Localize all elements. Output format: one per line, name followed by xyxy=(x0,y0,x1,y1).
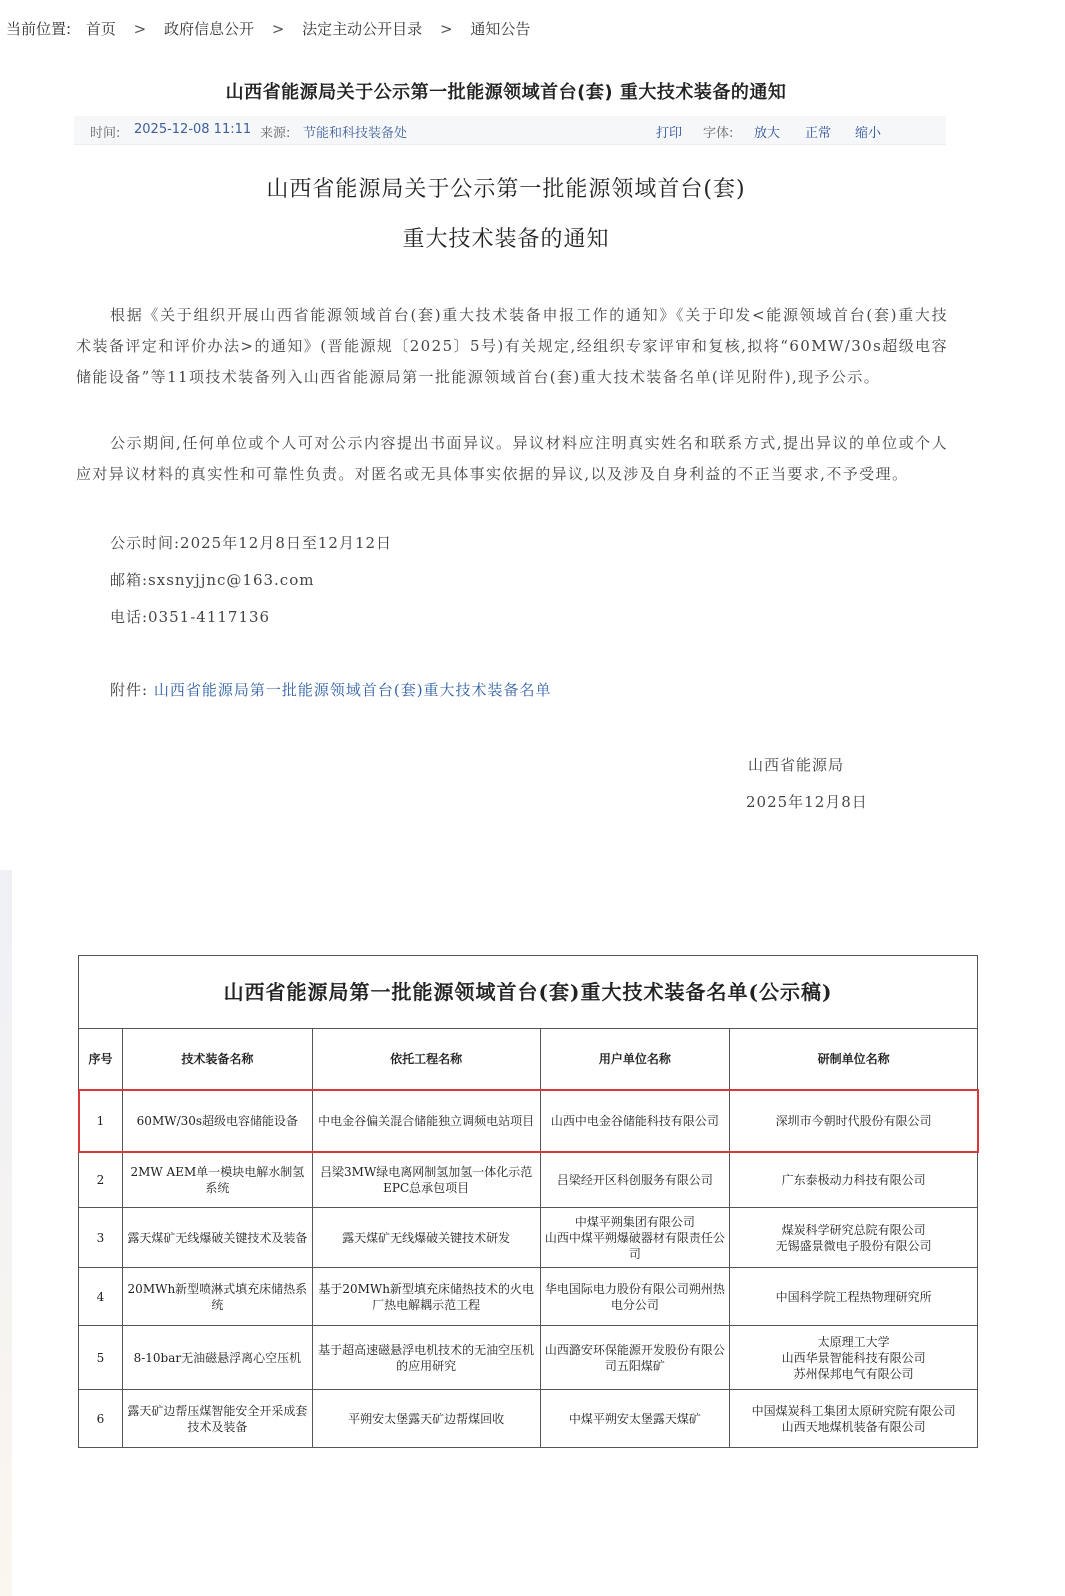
breadcrumb-separator: > xyxy=(439,20,453,38)
contact-email: 邮箱:sxsnyjjnc@163.com xyxy=(110,571,315,589)
time-value: 2025-12-08 11:11 xyxy=(134,122,252,137)
article-panel xyxy=(6,58,1006,870)
breadcrumb xyxy=(6,18,530,40)
cell-developer: 煤炭科学研究总院有限公司 无锡盛景微电子股份有限公司 xyxy=(730,1208,978,1268)
time-label: 时间: xyxy=(90,126,121,141)
column-header-equipment: 技术装备名称 xyxy=(122,1029,312,1090)
breadcrumb-home-link[interactable]: 首页 xyxy=(85,20,116,38)
doc-title-line1: 山西省能源局关于公示第一批能源领域首台(套) xyxy=(266,177,746,202)
article-headline: 山西省能源局关于公示第一批能源领域首台(套) 重大技术装备的通知 xyxy=(225,82,787,103)
table-header-row xyxy=(79,1029,978,1090)
cell-developer: 中国煤炭科工集团太原研究院有限公司 山西天地煤机装备有限公司 xyxy=(730,1390,978,1448)
cell-project: 基于超高速磁悬浮电机技术的无油空压机的应用研究 xyxy=(312,1326,540,1390)
table-caption: 山西省能源局第一批能源领域首台(套)重大技术装备名单(公示稿) xyxy=(79,956,978,1029)
cell-index: 3 xyxy=(79,1208,123,1268)
breadcrumb-prefix: 当前位置: xyxy=(6,20,72,38)
cell-user-unit: 吕梁经开区科创服务有限公司 xyxy=(540,1152,730,1208)
breadcrumb-separator: > xyxy=(133,20,147,38)
equipment-list-table xyxy=(78,955,978,1448)
column-header-project: 依托工程名称 xyxy=(312,1029,540,1090)
column-header-developer: 研制单位名称 xyxy=(730,1029,978,1090)
cell-index: 1 xyxy=(79,1090,123,1152)
cell-developer: 中国科学院工程热物理研究所 xyxy=(730,1268,978,1326)
cell-user-unit: 华电国际电力股份有限公司朔州热电分公司 xyxy=(540,1268,730,1326)
body-paragraph-1: 根据《关于组织开展山西省能源领域首台(套)重大技术装备申报工作的通知》《关于印发<能源领域首台(套)重大技术装备评定和评价办法>的通知》(晋能源规〔2025〕5号)有关规定,经组织专家评审和复核,拟将“60MW/30s超级电容储能设备”等11项技术装备列入山西省能源局第一批能源领域首台(套)重大技术装备名单(详见附件),现予公示。 xyxy=(76,306,948,386)
breadcrumb-gov-info-link[interactable]: 政府信息公开 xyxy=(164,20,255,38)
cell-user-unit: 山西潞安环保能源开发股份有限公司五阳煤矿 xyxy=(540,1326,730,1390)
cell-project: 吕梁3MW绿电离网制氢加氢一体化示范EPC总承包项目 xyxy=(312,1152,540,1208)
page-edge-strip xyxy=(0,870,12,1596)
breadcrumb-notices-link[interactable]: 通知公告 xyxy=(470,20,531,38)
cell-index: 6 xyxy=(79,1390,123,1448)
table-row xyxy=(79,1390,978,1448)
font-normal-button[interactable]: 正常 xyxy=(805,126,832,141)
cell-equipment: 露天煤矿无线爆破关键技术及装备 xyxy=(122,1208,312,1268)
font-large-button[interactable]: 放大 xyxy=(754,126,781,141)
cell-equipment: 60MW/30s超级电容储能设备 xyxy=(122,1090,312,1152)
cell-index: 5 xyxy=(79,1326,123,1390)
cell-index: 4 xyxy=(79,1268,123,1326)
source-value: 节能和科技装备处 xyxy=(303,126,408,141)
font-small-button[interactable]: 缩小 xyxy=(855,126,882,141)
cell-equipment: 2MW AEM单一模块电解水制氢系统 xyxy=(122,1152,312,1208)
contact-phone: 电话:0351-4117136 xyxy=(110,608,271,626)
cell-user-unit: 山西中电金谷储能科技有限公司 xyxy=(540,1090,730,1152)
column-header-index: 序号 xyxy=(79,1029,123,1090)
article-meta-bar xyxy=(74,116,946,145)
equipment-list-table-wrap xyxy=(78,955,1065,1448)
cell-developer: 太原理工大学 山西华景智能科技有限公司 苏州保邦电气有限公司 xyxy=(730,1326,978,1390)
table-row xyxy=(79,1152,978,1208)
attachment-row xyxy=(110,679,552,700)
signature-org: 山西省能源局 xyxy=(748,756,845,774)
print-button[interactable]: 打印 xyxy=(656,126,683,141)
cell-equipment: 露天矿边帮压煤智能安全开采成套技术及装备 xyxy=(122,1390,312,1448)
table-row xyxy=(79,1208,978,1268)
cell-index: 2 xyxy=(79,1152,123,1208)
cell-equipment: 20MWh新型喷淋式填充床储热系统 xyxy=(122,1268,312,1326)
attachment-link[interactable]: 山西省能源局第一批能源领域首台(套)重大技术装备名单 xyxy=(153,681,552,699)
cell-project: 基于20MWh新型填充床储热技术的火电厂热电解耦示范工程 xyxy=(312,1268,540,1326)
cell-developer: 深圳市今朝时代股份有限公司 xyxy=(730,1090,978,1152)
body-paragraph-2: 公示期间,任何单位或个人可对公示内容提出书面异议。异议材料应注明真实姓名和联系方式,提出异议的单位或个人应对异议材料的真实性和可靠性负责。对匿名或无具体事实依据的异议,以及涉及自身利益的不正当要求,不予受理。 xyxy=(76,434,948,483)
font-size-label: 字体: xyxy=(703,126,734,141)
table-row xyxy=(79,1268,978,1326)
table-row xyxy=(79,1326,978,1390)
cell-equipment: 8-10bar无油磁悬浮离心空压机 xyxy=(122,1326,312,1390)
attachment-label: 附件: xyxy=(110,681,149,699)
cell-project: 中电金谷偏关混合储能独立调频电站项目 xyxy=(312,1090,540,1152)
signature-date: 2025年12月8日 xyxy=(746,793,868,811)
source-label: 来源: xyxy=(260,126,291,141)
cell-user-unit: 中煤平朔集团有限公司 山西中煤平朔爆破器材有限责任公司 xyxy=(540,1208,730,1268)
cell-project: 平朔安太堡露天矿边帮煤回收 xyxy=(312,1390,540,1448)
breadcrumb-catalog-link[interactable]: 法定主动公开目录 xyxy=(302,20,423,38)
doc-title-line2: 重大技术装备的通知 xyxy=(402,227,610,252)
cell-developer: 广东泰极动力科技有限公司 xyxy=(730,1152,978,1208)
publicity-period: 公示时间:2025年12月8日至12月12日 xyxy=(110,534,393,552)
table-row xyxy=(79,1090,978,1152)
cell-user-unit: 中煤平朔安太堡露天煤矿 xyxy=(540,1390,730,1448)
column-header-user-unit: 用户单位名称 xyxy=(540,1029,730,1090)
cell-project: 露天煤矿无线爆破关键技术研发 xyxy=(312,1208,540,1268)
breadcrumb-separator: > xyxy=(271,20,285,38)
